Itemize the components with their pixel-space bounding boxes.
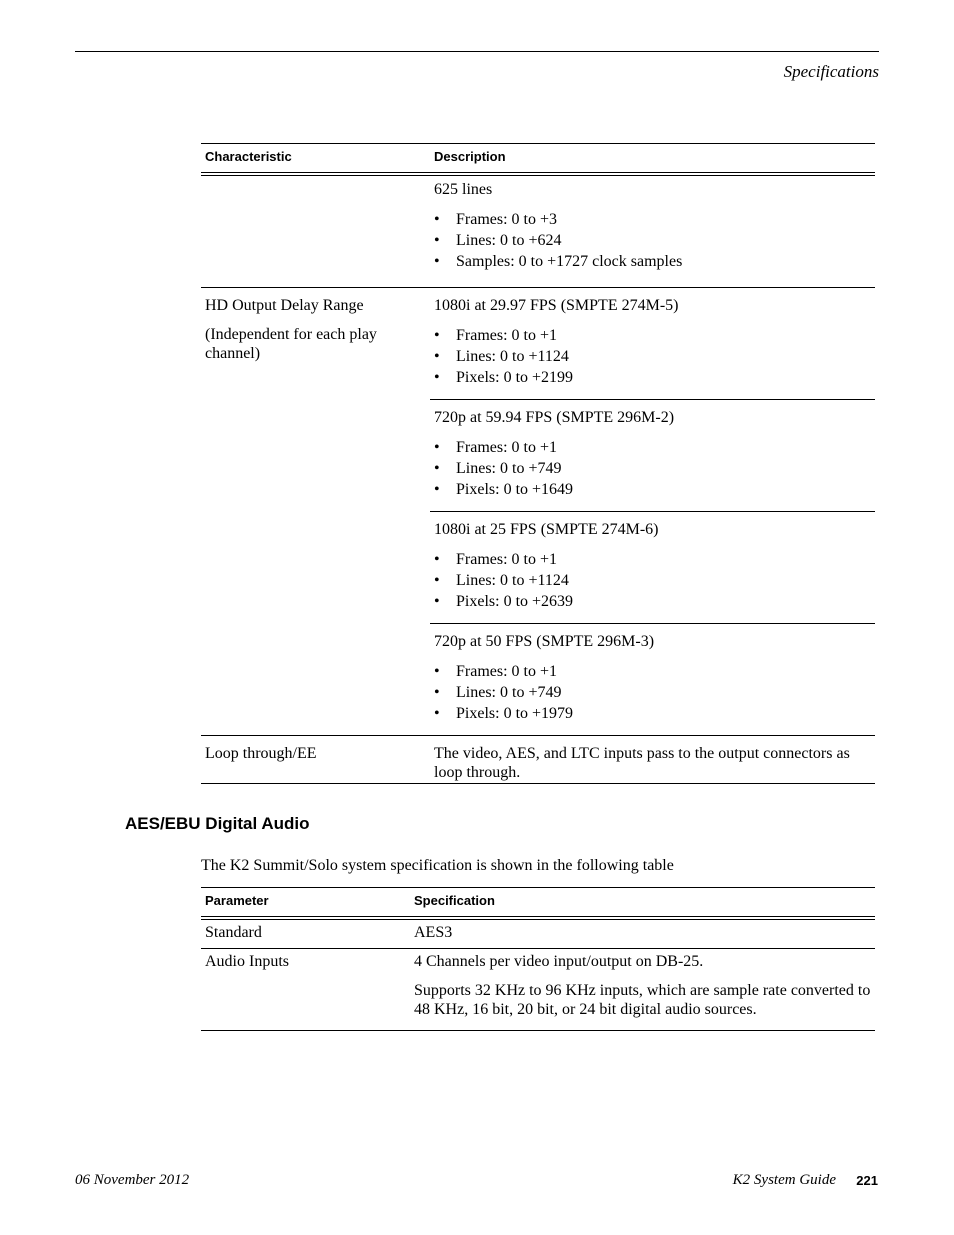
section-title: AES/EBU Digital Audio (125, 814, 310, 833)
list-item: • Pixels: 0 to +1979 (434, 703, 654, 724)
format-block (430, 624, 875, 735)
footer-guide-title: K2 System Guide (732, 1172, 836, 1188)
list-item: • Samples: 0 to +1727 clock samples (434, 251, 682, 272)
table-row-hd-output-delay (201, 288, 875, 736)
parameter-label: Standard (205, 924, 262, 941)
table-header (201, 143, 875, 172)
list-item: • Lines: 0 to +624 (434, 230, 682, 251)
spec-cell (414, 952, 874, 1019)
characteristic-note: (Independent for each play channel) (205, 326, 377, 362)
list-item: • Lines: 0 to +749 (434, 458, 674, 479)
format-heading: 1080i at 29.97 FPS (SMPTE 274M-5) (434, 297, 679, 314)
list-item: • Frames: 0 to +1 (434, 325, 678, 346)
spec-value: AES3 (414, 924, 453, 941)
characteristic-label: Loop through/EE (205, 745, 317, 762)
section-intro: The K2 Summit/Solo system specification is shown in the following table (201, 857, 674, 874)
table-row-loop-through (201, 736, 875, 784)
format-content (434, 632, 654, 724)
footer-date: 06 November 2012 (75, 1172, 190, 1188)
format-heading: 1080i at 25 FPS (SMPTE 274M-6) (434, 521, 659, 538)
bullet-list (434, 209, 682, 272)
characteristic-cell (205, 296, 420, 363)
bullet-list (434, 549, 658, 612)
list-item: • Pixels: 0 to +1649 (434, 479, 674, 500)
bullet-list (434, 437, 674, 500)
list-item: • Frames: 0 to +1 (434, 661, 654, 682)
format-block (430, 288, 875, 400)
list-item: • Pixels: 0 to +2639 (434, 591, 658, 612)
description-cell (430, 288, 875, 735)
col-header-specification: Specification (414, 893, 495, 908)
list-item: • Lines: 0 to +1124 (434, 570, 658, 591)
format-heading: 720p at 50 FPS (SMPTE 296M-3) (434, 633, 655, 650)
parameter-label: Audio Inputs (205, 953, 289, 970)
list-item: • Frames: 0 to +1 (434, 549, 658, 570)
bullet-list (434, 325, 678, 388)
list-item: • Frames: 0 to +1 (434, 437, 674, 458)
list-item: • Lines: 0 to +1124 (434, 346, 678, 367)
format-block (430, 512, 875, 624)
header-rule (75, 51, 879, 52)
table-row-audio-inputs (201, 949, 875, 1031)
col-header-characteristic: Characteristic (205, 149, 292, 164)
list-item: • Frames: 0 to +3 (434, 209, 682, 230)
col-header-description: Description (434, 149, 506, 164)
delay-specs-table (201, 143, 875, 784)
table-row-625-lines (201, 176, 875, 288)
table-header (201, 887, 875, 916)
format-content (434, 408, 674, 500)
characteristic-label: HD Output Delay Range (205, 297, 364, 314)
page-number: 221 (856, 1173, 878, 1188)
spec-value: Supports 32 KHz to 96 KHz inputs, which are sample rate converted to 48 KHz, 16 bit, 20 bit, or 24 bit digital audio sources. (414, 982, 871, 1018)
list-item: • Lines: 0 to +749 (434, 682, 654, 703)
format-heading: 720p at 59.94 FPS (SMPTE 296M-2) (434, 409, 675, 426)
format-block (430, 400, 875, 512)
description-cell (434, 180, 682, 272)
list-item: • Pixels: 0 to +2199 (434, 367, 678, 388)
description-cell: The video, AES, and LTC inputs pass to the output connectors as loop through. (434, 745, 850, 781)
col-header-parameter: Parameter (205, 893, 269, 908)
format-content (434, 520, 658, 612)
format-heading: 625 lines (434, 181, 493, 198)
table-row-standard (201, 920, 875, 949)
spec-value: 4 Channels per video input/output on DB-25. (414, 953, 704, 970)
aes-specs-table (201, 887, 875, 1031)
running-head: Specifications (783, 62, 879, 81)
bullet-list (434, 661, 654, 724)
format-content (434, 296, 678, 388)
